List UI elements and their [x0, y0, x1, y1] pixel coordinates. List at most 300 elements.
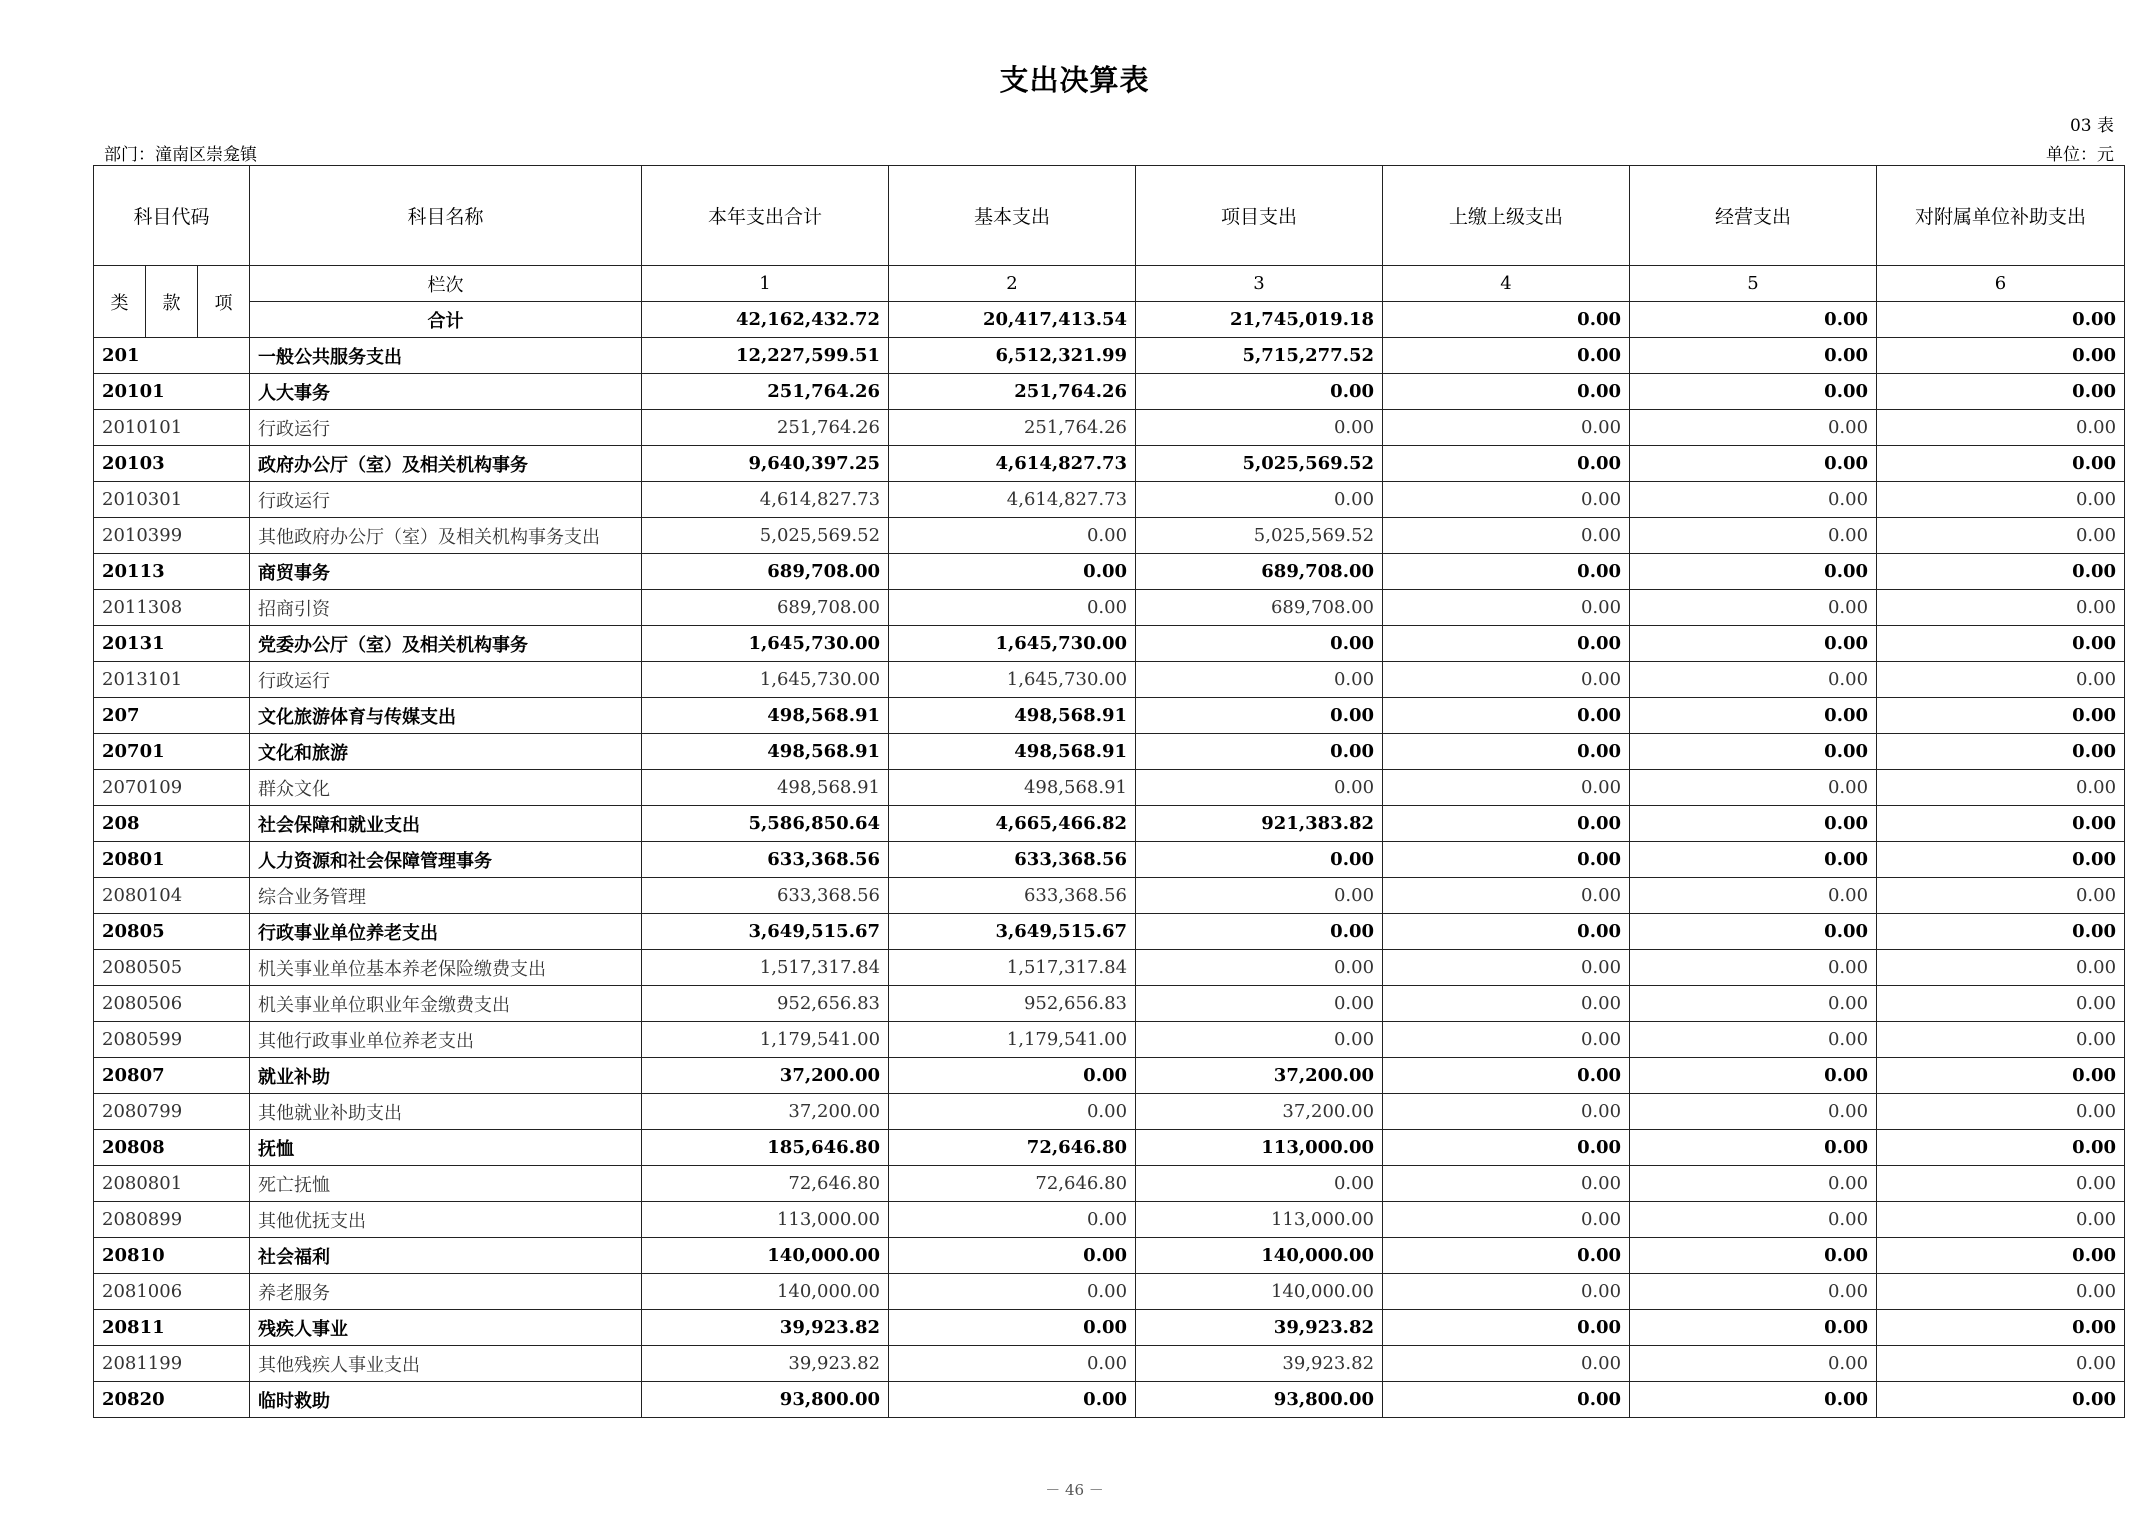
table-row — [94, 1202, 2125, 1238]
cell-c2: 1,645,730.00 — [889, 662, 1136, 698]
cell-c4: 0.00 — [1383, 482, 1630, 518]
header-name: 科目名称 — [250, 166, 642, 266]
cell-c6: 0.00 — [1877, 1094, 2125, 1130]
cell-c1: 633,368.56 — [642, 842, 889, 878]
cell-code: 20807 — [94, 1058, 250, 1094]
sub-xiang: 项 — [198, 266, 250, 338]
cell-c3: 39,923.82 — [1136, 1310, 1383, 1346]
cell-c4: 0.00 — [1383, 842, 1630, 878]
cell-c6: 0.00 — [1877, 338, 2125, 374]
cell-name: 行政运行 — [250, 410, 642, 446]
page-title: 支出决算表 — [999, 63, 1150, 97]
cell-code: 2010101 — [94, 410, 250, 446]
cell-c6: 0.00 — [1877, 518, 2125, 554]
table-row — [94, 1274, 2125, 1310]
header-row — [94, 166, 2125, 266]
header-project: 项目支出 — [1136, 166, 1383, 266]
cell-c4: 0.00 — [1383, 410, 1630, 446]
table-row — [94, 374, 2125, 410]
cell-name: 综合业务管理 — [250, 878, 642, 914]
cell-c2: 0.00 — [889, 1346, 1136, 1382]
cell-code: 2010399 — [94, 518, 250, 554]
cell-c1: 689,708.00 — [642, 554, 889, 590]
cell-c4: 0.00 — [1383, 1310, 1630, 1346]
table-row — [94, 986, 2125, 1022]
cell-c3: 39,923.82 — [1136, 1346, 1383, 1382]
cell-c2: 1,645,730.00 — [889, 626, 1136, 662]
cell-code: 2070109 — [94, 770, 250, 806]
cell-c1: 498,568.91 — [642, 734, 889, 770]
cell-c3: 689,708.00 — [1136, 554, 1383, 590]
cell-c6: 0.00 — [1877, 662, 2125, 698]
cell-c4: 0.00 — [1383, 698, 1630, 734]
cell-c3: 113,000.00 — [1136, 1130, 1383, 1166]
cell-c3: 0.00 — [1136, 374, 1383, 410]
cell-c2: 0.00 — [889, 1310, 1136, 1346]
cell-c3: 0.00 — [1136, 914, 1383, 950]
cell-code: 20701 — [94, 734, 250, 770]
cell-c3: 37,200.00 — [1136, 1058, 1383, 1094]
cell-c2: 1,517,317.84 — [889, 950, 1136, 986]
cell-c1: 498,568.91 — [642, 698, 889, 734]
cell-name: 养老服务 — [250, 1274, 642, 1310]
cell-c4: 0.00 — [1383, 518, 1630, 554]
cell-c4: 0.00 — [1383, 1382, 1630, 1418]
cell-c1: 1,645,730.00 — [642, 626, 889, 662]
cell-code: 20113 — [94, 554, 250, 590]
cell-c1: 39,923.82 — [642, 1346, 889, 1382]
cell-c6: 0.00 — [1877, 914, 2125, 950]
cell-name: 政府办公厅（室）及相关机构事务 — [250, 446, 642, 482]
cell-c3: 0.00 — [1136, 1022, 1383, 1058]
table-row — [94, 482, 2125, 518]
cell-code: 207 — [94, 698, 250, 734]
total-c3: 21,745,019.18 — [1136, 302, 1383, 338]
total-c6: 0.00 — [1877, 302, 2125, 338]
cell-c5: 0.00 — [1630, 1310, 1877, 1346]
cell-code: 2081006 — [94, 1274, 250, 1310]
cell-name: 人大事务 — [250, 374, 642, 410]
cell-c3: 0.00 — [1136, 626, 1383, 662]
cell-c3: 113,000.00 — [1136, 1202, 1383, 1238]
sub-n5: 5 — [1630, 266, 1877, 302]
cell-c4: 0.00 — [1383, 1058, 1630, 1094]
cell-name: 商贸事务 — [250, 554, 642, 590]
table-row — [94, 770, 2125, 806]
cell-name: 机关事业单位基本养老保险缴费支出 — [250, 950, 642, 986]
total-c1: 42,162,432.72 — [642, 302, 889, 338]
cell-code: 20101 — [94, 374, 250, 410]
cell-c6: 0.00 — [1877, 1022, 2125, 1058]
cell-c5: 0.00 — [1630, 482, 1877, 518]
cell-c2: 72,646.80 — [889, 1130, 1136, 1166]
cell-c3: 0.00 — [1136, 950, 1383, 986]
cell-code: 2080506 — [94, 986, 250, 1022]
cell-c6: 0.00 — [1877, 986, 2125, 1022]
header-business: 经营支出 — [1630, 166, 1877, 266]
cell-c3: 689,708.00 — [1136, 590, 1383, 626]
cell-c3: 93,800.00 — [1136, 1382, 1383, 1418]
cell-c4: 0.00 — [1383, 662, 1630, 698]
cell-c2: 952,656.83 — [889, 986, 1136, 1022]
total-row — [94, 302, 2125, 338]
total-c5: 0.00 — [1630, 302, 1877, 338]
cell-c1: 93,800.00 — [642, 1382, 889, 1418]
table-row — [94, 338, 2125, 374]
cell-c5: 0.00 — [1630, 806, 1877, 842]
cell-c1: 1,645,730.00 — [642, 662, 889, 698]
cell-c4: 0.00 — [1383, 734, 1630, 770]
cell-c1: 633,368.56 — [642, 878, 889, 914]
cell-c6: 0.00 — [1877, 626, 2125, 662]
cell-code: 2013101 — [94, 662, 250, 698]
cell-c4: 0.00 — [1383, 1094, 1630, 1130]
cell-c1: 5,586,850.64 — [642, 806, 889, 842]
table-row — [94, 950, 2125, 986]
header-basic: 基本支出 — [889, 166, 1136, 266]
cell-c5: 0.00 — [1630, 410, 1877, 446]
cell-c1: 1,179,541.00 — [642, 1022, 889, 1058]
cell-c4: 0.00 — [1383, 1202, 1630, 1238]
sub-n1: 1 — [642, 266, 889, 302]
cell-c4: 0.00 — [1383, 986, 1630, 1022]
cell-c2: 72,646.80 — [889, 1166, 1136, 1202]
cell-name: 死亡抚恤 — [250, 1166, 642, 1202]
cell-c1: 4,614,827.73 — [642, 482, 889, 518]
cell-c1: 498,568.91 — [642, 770, 889, 806]
cell-c1: 251,764.26 — [642, 410, 889, 446]
cell-c5: 0.00 — [1630, 1238, 1877, 1274]
cell-c1: 37,200.00 — [642, 1094, 889, 1130]
total-c2: 20,417,413.54 — [889, 302, 1136, 338]
cell-c5: 0.00 — [1630, 446, 1877, 482]
cell-c3: 140,000.00 — [1136, 1238, 1383, 1274]
table-row — [94, 1310, 2125, 1346]
cell-c1: 37,200.00 — [642, 1058, 889, 1094]
cell-c6: 0.00 — [1877, 1274, 2125, 1310]
cell-c2: 4,614,827.73 — [889, 446, 1136, 482]
cell-code: 2080505 — [94, 950, 250, 986]
cell-name: 行政运行 — [250, 662, 642, 698]
cell-name: 行政运行 — [250, 482, 642, 518]
cell-code: 20131 — [94, 626, 250, 662]
cell-c2: 633,368.56 — [889, 878, 1136, 914]
cell-c3: 5,025,569.52 — [1136, 518, 1383, 554]
cell-c4: 0.00 — [1383, 878, 1630, 914]
table-row — [94, 518, 2125, 554]
cell-c2: 0.00 — [889, 1058, 1136, 1094]
cell-c1: 113,000.00 — [642, 1202, 889, 1238]
header-code: 科目代码 — [94, 166, 250, 266]
cell-c4: 0.00 — [1383, 770, 1630, 806]
cell-c5: 0.00 — [1630, 338, 1877, 374]
cell-code: 20820 — [94, 1382, 250, 1418]
cell-code: 2080599 — [94, 1022, 250, 1058]
cell-code: 2080899 — [94, 1202, 250, 1238]
cell-c4: 0.00 — [1383, 1274, 1630, 1310]
cell-c6: 0.00 — [1877, 374, 2125, 410]
cell-c3: 0.00 — [1136, 482, 1383, 518]
cell-c6: 0.00 — [1877, 806, 2125, 842]
cell-c2: 498,568.91 — [889, 770, 1136, 806]
cell-c1: 251,764.26 — [642, 374, 889, 410]
cell-code: 2081199 — [94, 1346, 250, 1382]
cell-c5: 0.00 — [1630, 626, 1877, 662]
table-row — [94, 1382, 2125, 1418]
cell-c2: 633,368.56 — [889, 842, 1136, 878]
cell-code: 20811 — [94, 1310, 250, 1346]
cell-c5: 0.00 — [1630, 1382, 1877, 1418]
cell-c6: 0.00 — [1877, 734, 2125, 770]
cell-c2: 498,568.91 — [889, 698, 1136, 734]
cell-c2: 0.00 — [889, 1094, 1136, 1130]
cell-c6: 0.00 — [1877, 1382, 2125, 1418]
cell-c6: 0.00 — [1877, 842, 2125, 878]
table-row — [94, 626, 2125, 662]
cell-c1: 9,640,397.25 — [642, 446, 889, 482]
cell-name: 就业补助 — [250, 1058, 642, 1094]
cell-code: 20810 — [94, 1238, 250, 1274]
cell-c6: 0.00 — [1877, 1166, 2125, 1202]
table-row — [94, 1346, 2125, 1382]
cell-name: 抚恤 — [250, 1130, 642, 1166]
sub-kuan: 款 — [146, 266, 198, 338]
table-row — [94, 590, 2125, 626]
cell-c5: 0.00 — [1630, 1094, 1877, 1130]
header-upper: 上缴上级支出 — [1383, 166, 1630, 266]
cell-code: 20808 — [94, 1130, 250, 1166]
cell-c2: 4,614,827.73 — [889, 482, 1136, 518]
department-label: 部门：潼南区崇龛镇 — [104, 145, 257, 165]
cell-c3: 0.00 — [1136, 842, 1383, 878]
cell-name: 其他优抚支出 — [250, 1202, 642, 1238]
cell-c5: 0.00 — [1630, 986, 1877, 1022]
cell-c1: 1,517,317.84 — [642, 950, 889, 986]
cell-name: 招商引资 — [250, 590, 642, 626]
cell-c1: 185,646.80 — [642, 1130, 889, 1166]
cell-c5: 0.00 — [1630, 1022, 1877, 1058]
cell-c6: 0.00 — [1877, 482, 2125, 518]
cell-c2: 0.00 — [889, 1238, 1136, 1274]
cell-c2: 0.00 — [889, 590, 1136, 626]
cell-code: 201 — [94, 338, 250, 374]
cell-c5: 0.00 — [1630, 554, 1877, 590]
cell-c1: 952,656.83 — [642, 986, 889, 1022]
cell-c4: 0.00 — [1383, 1238, 1630, 1274]
cell-name: 群众文化 — [250, 770, 642, 806]
cell-c5: 0.00 — [1630, 842, 1877, 878]
cell-c6: 0.00 — [1877, 1346, 2125, 1382]
cell-c3: 0.00 — [1136, 770, 1383, 806]
table-row — [94, 914, 2125, 950]
header-total: 本年支出合计 — [642, 166, 889, 266]
table-row — [94, 1094, 2125, 1130]
sub-n3: 3 — [1136, 266, 1383, 302]
cell-name: 人力资源和社会保障管理事务 — [250, 842, 642, 878]
cell-c2: 0.00 — [889, 1274, 1136, 1310]
cell-c5: 0.00 — [1630, 1202, 1877, 1238]
cell-c6: 0.00 — [1877, 1058, 2125, 1094]
column-index-row — [94, 266, 2125, 302]
header-subsidy: 对附属单位补助支出 — [1877, 166, 2125, 266]
cell-c4: 0.00 — [1383, 446, 1630, 482]
cell-code: 2010301 — [94, 482, 250, 518]
cell-c5: 0.00 — [1630, 1346, 1877, 1382]
table-row — [94, 662, 2125, 698]
cell-name: 一般公共服务支出 — [250, 338, 642, 374]
cell-c6: 0.00 — [1877, 1130, 2125, 1166]
cell-c5: 0.00 — [1630, 698, 1877, 734]
cell-c6: 0.00 — [1877, 410, 2125, 446]
cell-c5: 0.00 — [1630, 1166, 1877, 1202]
cell-code: 20801 — [94, 842, 250, 878]
cell-c6: 0.00 — [1877, 590, 2125, 626]
table-row — [94, 410, 2125, 446]
cell-c4: 0.00 — [1383, 338, 1630, 374]
cell-c4: 0.00 — [1383, 914, 1630, 950]
cell-c2: 4,665,466.82 — [889, 806, 1136, 842]
table-row — [94, 806, 2125, 842]
cell-name: 文化旅游体育与传媒支出 — [250, 698, 642, 734]
cell-name: 社会保障和就业支出 — [250, 806, 642, 842]
table-row — [94, 842, 2125, 878]
cell-c3: 0.00 — [1136, 410, 1383, 446]
cell-c4: 0.00 — [1383, 1130, 1630, 1166]
cell-c6: 0.00 — [1877, 950, 2125, 986]
table-number: 03 表 — [2069, 116, 2114, 136]
cell-c2: 6,512,321.99 — [889, 338, 1136, 374]
expenditure-table — [93, 165, 2125, 1418]
cell-c2: 0.00 — [889, 1202, 1136, 1238]
cell-c4: 0.00 — [1383, 1022, 1630, 1058]
cell-c4: 0.00 — [1383, 554, 1630, 590]
cell-c5: 0.00 — [1630, 950, 1877, 986]
cell-c1: 72,646.80 — [642, 1166, 889, 1202]
cell-code: 2080801 — [94, 1166, 250, 1202]
sub-n6: 6 — [1877, 266, 2125, 302]
cell-c6: 0.00 — [1877, 446, 2125, 482]
cell-c5: 0.00 — [1630, 374, 1877, 410]
cell-c1: 5,025,569.52 — [642, 518, 889, 554]
table-row — [94, 446, 2125, 482]
cell-c1: 39,923.82 — [642, 1310, 889, 1346]
cell-c2: 0.00 — [889, 1382, 1136, 1418]
cell-c4: 0.00 — [1383, 590, 1630, 626]
cell-c2: 251,764.26 — [889, 410, 1136, 446]
cell-name: 其他残疾人事业支出 — [250, 1346, 642, 1382]
table-row — [94, 734, 2125, 770]
cell-c5: 0.00 — [1630, 662, 1877, 698]
cell-c6: 0.00 — [1877, 878, 2125, 914]
cell-c2: 498,568.91 — [889, 734, 1136, 770]
cell-name: 其他行政事业单位养老支出 — [250, 1022, 642, 1058]
cell-c4: 0.00 — [1383, 950, 1630, 986]
cell-c6: 0.00 — [1877, 1238, 2125, 1274]
cell-c4: 0.00 — [1383, 1166, 1630, 1202]
cell-code: 2080799 — [94, 1094, 250, 1130]
cell-c6: 0.00 — [1877, 554, 2125, 590]
cell-c4: 0.00 — [1383, 374, 1630, 410]
total-c4: 0.00 — [1383, 302, 1630, 338]
cell-code: 20805 — [94, 914, 250, 950]
sub-lanci: 栏次 — [250, 266, 642, 302]
cell-name: 临时救助 — [250, 1382, 642, 1418]
cell-code: 208 — [94, 806, 250, 842]
cell-c4: 0.00 — [1383, 626, 1630, 662]
cell-c2: 0.00 — [889, 554, 1136, 590]
cell-code: 20103 — [94, 446, 250, 482]
cell-c5: 0.00 — [1630, 590, 1877, 626]
cell-c5: 0.00 — [1630, 518, 1877, 554]
table-row — [94, 554, 2125, 590]
cell-c2: 251,764.26 — [889, 374, 1136, 410]
cell-c3: 140,000.00 — [1136, 1274, 1383, 1310]
cell-c5: 0.00 — [1630, 770, 1877, 806]
cell-c1: 12,227,599.51 — [642, 338, 889, 374]
cell-name: 残疾人事业 — [250, 1310, 642, 1346]
cell-c3: 0.00 — [1136, 662, 1383, 698]
cell-code: 2080104 — [94, 878, 250, 914]
cell-c1: 3,649,515.67 — [642, 914, 889, 950]
cell-name: 文化和旅游 — [250, 734, 642, 770]
table-row — [94, 698, 2125, 734]
table-row — [94, 1238, 2125, 1274]
cell-c6: 0.00 — [1877, 1202, 2125, 1238]
page-number: － 46 － — [1045, 1481, 1104, 1499]
cell-c5: 0.00 — [1630, 734, 1877, 770]
cell-c5: 0.00 — [1630, 1130, 1877, 1166]
cell-c5: 0.00 — [1630, 914, 1877, 950]
table-row — [94, 1058, 2125, 1094]
cell-code: 2011308 — [94, 590, 250, 626]
cell-c2: 1,179,541.00 — [889, 1022, 1136, 1058]
sub-n4: 4 — [1383, 266, 1630, 302]
cell-c4: 0.00 — [1383, 806, 1630, 842]
table-row — [94, 878, 2125, 914]
cell-c1: 140,000.00 — [642, 1274, 889, 1310]
sub-n2: 2 — [889, 266, 1136, 302]
cell-c2: 3,649,515.67 — [889, 914, 1136, 950]
cell-name: 机关事业单位职业年金缴费支出 — [250, 986, 642, 1022]
cell-name: 其他就业补助支出 — [250, 1094, 642, 1130]
cell-c3: 5,715,277.52 — [1136, 338, 1383, 374]
table-row — [94, 1166, 2125, 1202]
cell-name: 党委办公厅（室）及相关机构事务 — [250, 626, 642, 662]
cell-name: 社会福利 — [250, 1238, 642, 1274]
cell-c4: 0.00 — [1383, 1346, 1630, 1382]
cell-name: 其他政府办公厅（室）及相关机构事务支出 — [250, 518, 642, 554]
cell-c5: 0.00 — [1630, 1274, 1877, 1310]
cell-c1: 140,000.00 — [642, 1238, 889, 1274]
cell-c6: 0.00 — [1877, 770, 2125, 806]
cell-c1: 689,708.00 — [642, 590, 889, 626]
sub-lei: 类 — [94, 266, 146, 338]
table-row — [94, 1022, 2125, 1058]
cell-c3: 0.00 — [1136, 698, 1383, 734]
cell-c3: 37,200.00 — [1136, 1094, 1383, 1130]
cell-c5: 0.00 — [1630, 878, 1877, 914]
unit-label: 单位：元 — [2046, 145, 2114, 165]
cell-c5: 0.00 — [1630, 1058, 1877, 1094]
cell-c2: 0.00 — [889, 518, 1136, 554]
cell-c6: 0.00 — [1877, 1310, 2125, 1346]
total-label: 合计 — [250, 302, 642, 338]
cell-c3: 0.00 — [1136, 986, 1383, 1022]
cell-c6: 0.00 — [1877, 698, 2125, 734]
cell-c3: 921,383.82 — [1136, 806, 1383, 842]
table-row — [94, 1130, 2125, 1166]
cell-name: 行政事业单位养老支出 — [250, 914, 642, 950]
